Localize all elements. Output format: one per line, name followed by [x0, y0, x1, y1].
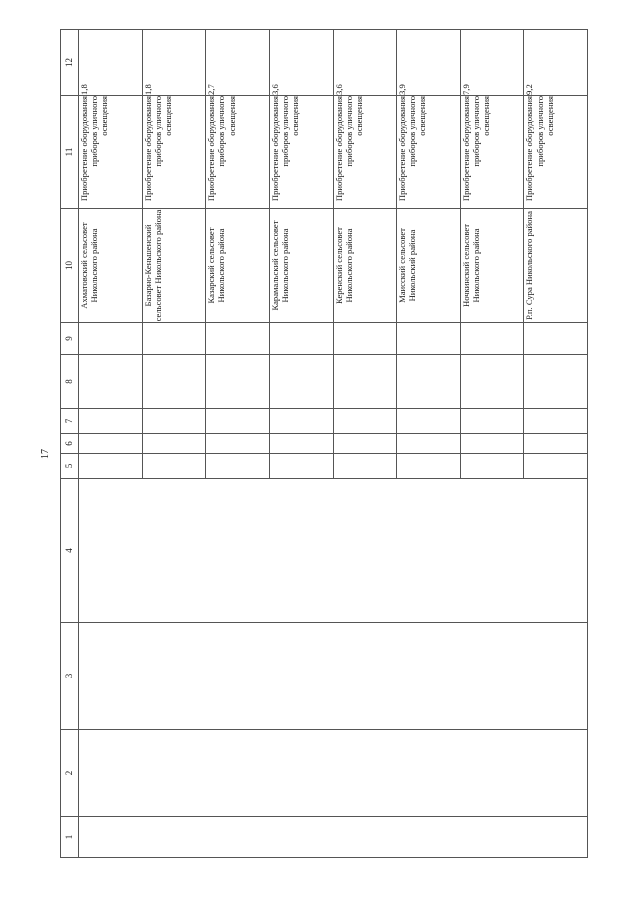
cell-col7 [524, 409, 588, 434]
municipality-cell: Карамальский сельсовет Никольского района [269, 209, 333, 323]
municipality-cell: Ахматовский сельсовет Никольского района [79, 209, 143, 323]
value-cell: 9,2 [524, 30, 588, 96]
value-cell: 7,9 [460, 30, 524, 96]
column-header: 7 [61, 409, 79, 434]
activity-cell: Приобретение оборудования приборов уличного освещения [206, 96, 270, 209]
cell-col5 [269, 454, 333, 479]
column-header: 3 [61, 623, 79, 730]
activity-cell: Приобретение оборудования приборов уличного освещения [142, 96, 206, 209]
column-header: 2 [61, 730, 79, 817]
cell-col9 [524, 323, 588, 355]
column-header: 11 [61, 96, 79, 209]
value-cell: 2,7 [206, 30, 270, 96]
column-header: 12 [61, 30, 79, 96]
value-cell: 3,9 [397, 30, 461, 96]
data-table [60, 29, 588, 858]
cell-col2 [79, 730, 588, 817]
municipality-cell: Керенский сельсовет Никольского района [333, 209, 397, 323]
cell-col6 [206, 434, 270, 454]
value-cell: 1,8 [79, 30, 143, 96]
column-header: 5 [61, 454, 79, 479]
activity-cell: Приобретение оборудования приборов уличного освещения [333, 96, 397, 209]
column-header: 8 [61, 355, 79, 409]
column-header: 9 [61, 323, 79, 355]
cell-col6 [397, 434, 461, 454]
cell-col7 [460, 409, 524, 434]
cell-col3 [79, 623, 588, 730]
value-cell: 3,6 [269, 30, 333, 96]
cell-col8 [524, 355, 588, 409]
cell-col5 [142, 454, 206, 479]
cell-col6 [333, 434, 397, 454]
municipality-cell: Ночкинский сельсовет Никольского района [460, 209, 524, 323]
cell-col9 [79, 323, 143, 355]
page-number: 17 [40, 449, 51, 459]
cell-col8 [79, 355, 143, 409]
table-row [79, 30, 143, 858]
activity-cell: Приобретение оборудования приборов уличного освещения [460, 96, 524, 209]
cell-col5 [460, 454, 524, 479]
cell-col7 [269, 409, 333, 434]
header-row [61, 30, 79, 858]
cell-col8 [269, 355, 333, 409]
cell-col6 [79, 434, 143, 454]
cell-col9 [269, 323, 333, 355]
cell-col5 [397, 454, 461, 479]
activity-cell: Приобретение оборудования приборов уличного освещения [397, 96, 461, 209]
municipality-cell: Базарно-Кеньшенский сельсовет Никольского района [142, 209, 206, 323]
cell-col7 [142, 409, 206, 434]
cell-col7 [333, 409, 397, 434]
cell-col6 [524, 434, 588, 454]
column-header: 10 [61, 209, 79, 323]
cell-col9 [460, 323, 524, 355]
cell-col6 [460, 434, 524, 454]
municipality-cell: Маисский сельсовет Никольский района [397, 209, 461, 323]
cell-col9 [333, 323, 397, 355]
cell-col5 [206, 454, 270, 479]
cell-col8 [460, 355, 524, 409]
cell-col5 [79, 454, 143, 479]
cell-col9 [397, 323, 461, 355]
column-header: 4 [61, 479, 79, 623]
cell-col5 [524, 454, 588, 479]
cell-col7 [79, 409, 143, 434]
municipality-cell: Казарский сельсовет Никольского района [206, 209, 270, 323]
cell-col8 [333, 355, 397, 409]
activity-cell: Приобретение оборудования приборов уличного освещения [524, 96, 588, 209]
cell-col6 [142, 434, 206, 454]
cell-col7 [397, 409, 461, 434]
cell-col1 [79, 817, 588, 858]
activity-cell: Приобретение оборудования приборов уличного освещения [79, 96, 143, 209]
cell-col7 [206, 409, 270, 434]
value-cell: 3,6 [333, 30, 397, 96]
cell-col9 [142, 323, 206, 355]
cell-col9 [206, 323, 270, 355]
column-header: 6 [61, 434, 79, 454]
activity-cell: Приобретение оборудования приборов уличного освещения [269, 96, 333, 209]
cell-col8 [206, 355, 270, 409]
municipality-cell: Р.п. Сура Никольского района [524, 209, 588, 323]
cell-col8 [397, 355, 461, 409]
value-cell: 1,8 [142, 30, 206, 96]
document-table [60, 30, 588, 858]
cell-col8 [142, 355, 206, 409]
cell-col6 [269, 434, 333, 454]
cell-col4 [79, 479, 588, 623]
cell-col5 [333, 454, 397, 479]
column-header: 1 [61, 817, 79, 858]
